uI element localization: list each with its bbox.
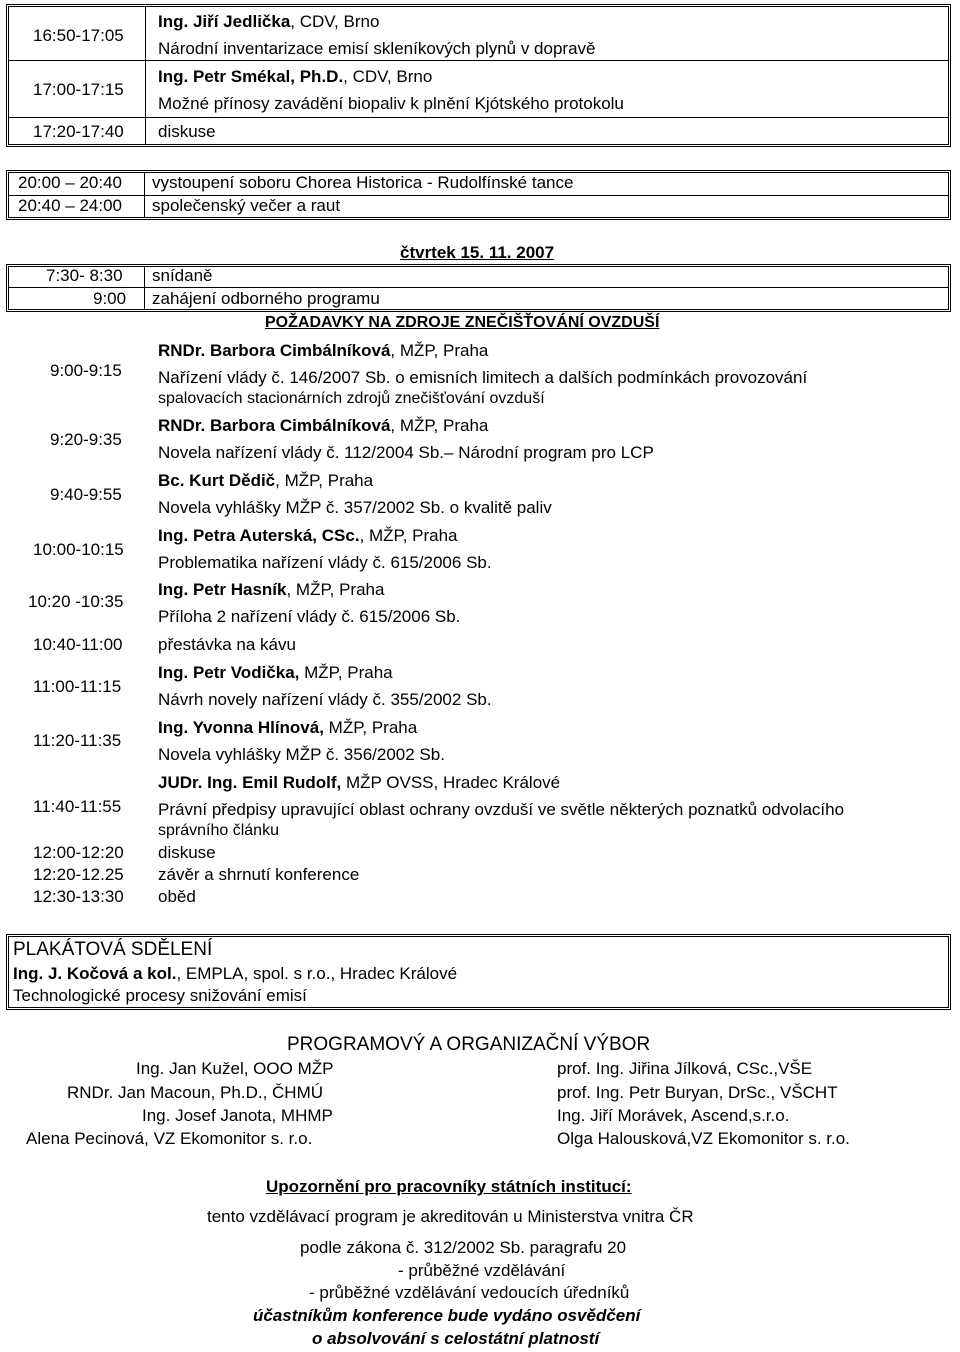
time-slot: 7:30- 8:30 [46, 266, 123, 285]
talk-topic-cont: správního článku [158, 822, 279, 839]
time-slot: 12:20-12.25 [33, 865, 124, 884]
speaker [158, 67, 432, 87]
topic-detail: – Národní program pro LCP [444, 443, 654, 462]
time-slot: 20:40 – 24:00 [18, 196, 122, 215]
speaker-affiliation: MŽP, Praha [299, 663, 393, 682]
notice-line: podle zákona č. 312/2002 Sb. paragrafu 20 [300, 1238, 627, 1257]
speaker-name: Ing. Petr Hasník [158, 580, 287, 599]
time-slot: 10:40-11:00 [33, 635, 123, 654]
talk-topic [158, 368, 807, 388]
speaker [158, 663, 393, 683]
speaker-name: Ing. Petr Smékal, Ph.D. [158, 67, 344, 86]
speaker [158, 773, 560, 793]
committee-member: Ing. Jan Kužel, OOO MŽP [136, 1059, 334, 1078]
speaker-affiliation: , MŽP, Praha [359, 526, 458, 545]
committee-member: Ing. Josef Janota, MHMP [142, 1106, 333, 1125]
speaker [158, 580, 384, 600]
speaker-affiliation: , MŽP, Praha [275, 471, 374, 490]
committee-member: prof. Ing. Jiřina Jílková, CSc.,VŠE [557, 1059, 813, 1078]
speaker [158, 341, 488, 361]
top-divider [145, 7, 146, 144]
time-slot: 9:40-9:55 [50, 485, 122, 504]
time-slot: 9:00 [93, 289, 127, 308]
speaker-affiliation: , CDV, Brno [343, 67, 433, 86]
speaker-affiliation: MŽP, Praha [323, 718, 418, 737]
thursday-box-1 [6, 264, 951, 312]
poster-author-name: Ing. J. Kočová a kol. [13, 964, 177, 983]
topic-detail: o kvalitě paliv [444, 498, 552, 517]
topic-detail: o emisních limitech a dalších podmínkách provozování [390, 368, 808, 387]
time-slot: 11:20-11:35 [33, 731, 122, 750]
time-slot: 12:00-12:20 [33, 843, 124, 862]
talk-topic: Příloha 2 nařízení vlády č. 615/2006 Sb. [158, 607, 461, 626]
notice-certificate: o absolvování s celostátní platností [312, 1329, 600, 1348]
speaker-affiliation: , MŽP, Praha [390, 416, 489, 435]
committee-member: RNDr. Jan Macoun, Ph.D., ČHMÚ [67, 1083, 324, 1102]
thursday-row-sep [9, 287, 948, 288]
time-slot: 16:50-17:05 [33, 26, 124, 45]
time-slot: 17:00-17:15 [33, 80, 124, 99]
time-slot: 11:40-11:55 [33, 797, 122, 816]
notice-line: tento vzdělávací program je akreditován u Ministerstva vnitra ČR [207, 1207, 694, 1226]
speaker-name: RNDr. Barbora Cimbálníková [158, 341, 391, 360]
thursday-divider-1 [144, 267, 145, 309]
speaker-name: JUDr. Ing. Emil Rudolf, [158, 773, 342, 792]
talk-topic [158, 498, 552, 518]
talk-topic: Novela vyhlášky MŽP č. 356/2002 Sb. [158, 745, 445, 764]
poster-heading: PLAKÁTOVÁ SDĚLENÍ [13, 939, 213, 960]
topic-regulation: Novela nařízení vlády č. 112/2004 Sb. [158, 443, 445, 462]
topic-regulation: Novela vyhlášky MŽP č. 357/2002 Sb. [158, 498, 445, 517]
committee-member: Alena Pecinová, VZ Ekomonitor s. r.o. [26, 1129, 313, 1148]
time-slot: 9:20-9:35 [50, 430, 122, 449]
day-heading: čtvrtek 15. 11. 2007 [400, 243, 555, 262]
speaker [158, 416, 488, 436]
talk-topic: Návrh novely nařízení vlády č. 355/2002 Sb. [158, 690, 492, 709]
speaker-name: Ing. Petra Auterská, CSc. [158, 526, 360, 545]
program-item: diskuse [158, 843, 216, 862]
speaker-affiliation: MŽP OVSS, Hradec Králové [341, 773, 561, 792]
notice-line: - průběžné vzdělávání vedoucích úředníků [309, 1283, 630, 1302]
program-item: zahájení odborného programu [152, 289, 380, 308]
speaker-affiliation: , CDV, Brno [290, 12, 380, 31]
speaker-affiliation: , MŽP, Praha [286, 580, 385, 599]
talk-topic-cont: spalovacích stacionárních zdrojů znečišťování ovzduší [158, 390, 545, 407]
talk-topic: Možné přínosy zavádění biopaliv k plnění Kjótského protokolu [158, 94, 624, 113]
program-item: závěr a shrnutí konference [158, 865, 360, 884]
time-slot: 17:20-17:40 [33, 122, 124, 141]
talk-topic: Národní inventarizace emisí skleníkových plynů v dopravě [158, 39, 596, 58]
time-slot: 10:00-10:15 [33, 540, 124, 559]
committee-member: Olga Halousková,VZ Ekomonitor s. r.o. [557, 1129, 850, 1148]
speaker-name: Bc. Kurt Dědič [158, 471, 276, 490]
notice-line: - průběžné vzdělávání [398, 1261, 566, 1280]
speaker [158, 471, 373, 491]
poster-author-affiliation: , EMPLA, spol. s r.o., Hradec Králové [176, 964, 458, 983]
time-slot: 11:00-11:15 [33, 677, 122, 696]
time-slot: 9:00-9:15 [50, 361, 122, 380]
time-slot: 10:20 -10:35 [28, 592, 124, 611]
section-title: POŽADAVKY NA ZDROJE ZNEČIŠŤOVÁNÍ OVZDUŠÍ [265, 314, 660, 331]
speaker [158, 718, 417, 738]
speaker-affiliation: , MŽP, Praha [390, 341, 489, 360]
poster-author [13, 964, 457, 984]
speaker [158, 12, 379, 32]
committee-member: prof. Ing. Petr Buryan, DrSc., VŠCHT [557, 1083, 838, 1102]
program-item: společenský večer a raut [152, 196, 341, 215]
speaker [158, 526, 458, 546]
time-slot: 20:00 – 20:40 [18, 173, 122, 192]
speaker-name: Ing. Jiří Jedlička [158, 12, 291, 31]
top-row-sep-2 [9, 117, 948, 118]
committee-member: Ing. Jiří Morávek, Ascend,s.r.o. [557, 1106, 790, 1125]
notice-heading: Upozornění pro pracovníky státních institucí: [266, 1177, 632, 1196]
program-item: vystoupení soboru Chorea Historica - Rudolfínské tance [152, 173, 574, 192]
speaker-name: RNDr. Barbora Cimbálníková [158, 416, 391, 435]
notice-certificate: účastníkům konference bude vydáno osvědčení [253, 1306, 641, 1325]
program-item: snídaně [152, 266, 213, 285]
talk-topic [158, 443, 654, 463]
talk-topic: Právní předpisy upravující oblast ochrany ovzduší ve světle některých poznatků odvolacího [158, 800, 845, 819]
top-schedule-box [6, 4, 951, 147]
talk-topic: Problematika nařízení vlády č. 615/2006 Sb. [158, 553, 492, 572]
poster-title: Technologické procesy snižování emisí [13, 986, 307, 1005]
speaker-name: Ing. Yvonna Hlínová, [158, 718, 324, 737]
time-slot: 12:30-13:30 [33, 887, 124, 906]
program-item: oběd [158, 887, 196, 906]
evening-row-sep [9, 195, 948, 196]
speaker-name: Ing. Petr Vodička, [158, 663, 300, 682]
committee-heading: PROGRAMOVÝ A ORGANIZAČNÍ VÝBOR [287, 1034, 651, 1055]
program-item: přestávka na kávu [158, 635, 296, 654]
topic-regulation: Nařízení vlády č. 146/2007 Sb. [158, 368, 391, 387]
talk-topic: diskuse [158, 122, 216, 141]
top-row-sep-1 [9, 60, 948, 61]
